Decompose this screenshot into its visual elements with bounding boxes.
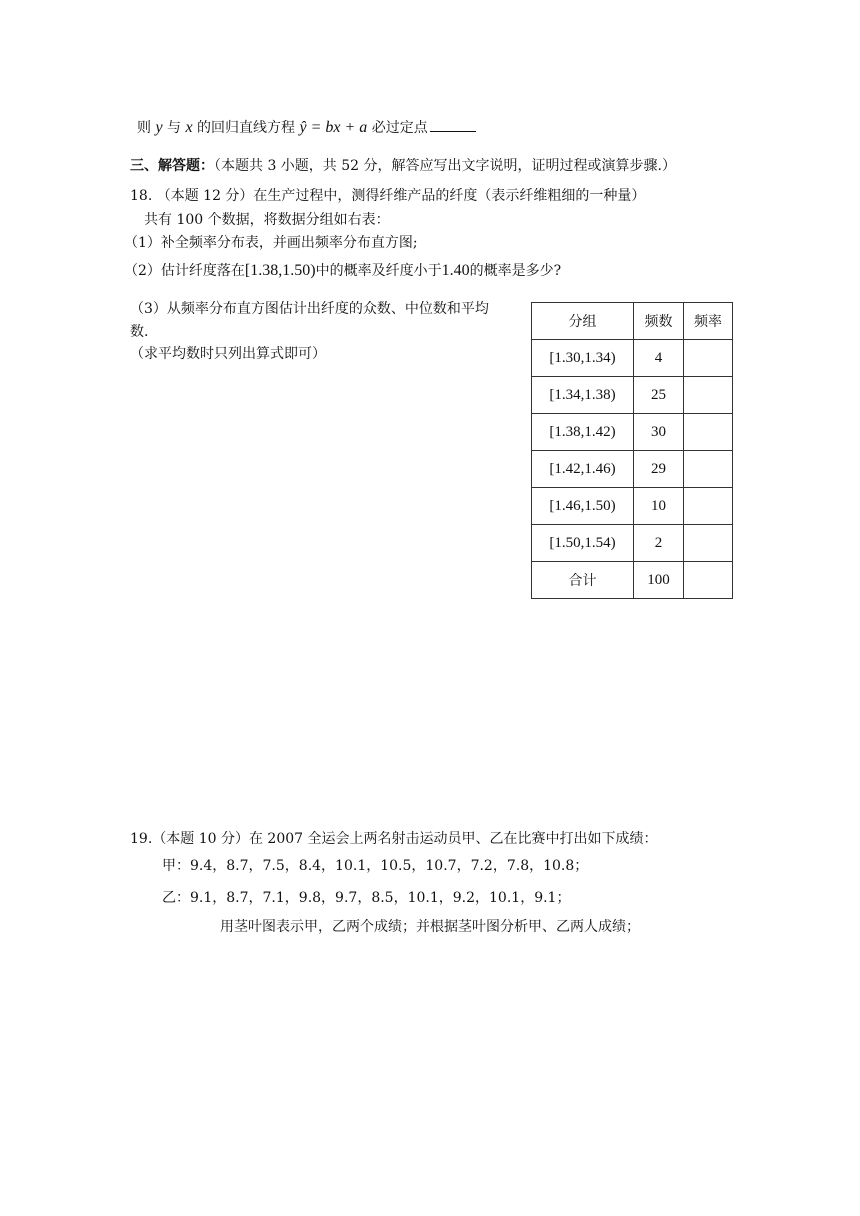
cell-frequency — [684, 488, 733, 525]
table-row — [532, 451, 733, 488]
q18-part2-interval: [1.38,1.50) — [244, 262, 316, 279]
q18-line1: 18. （本题 12 分）在生产过程中，测得纤维产品的纤度（表示纤维粗细的一种量） — [130, 188, 646, 204]
q17-mid2: 的回归直线方程 — [197, 120, 296, 136]
answer-blank — [430, 117, 476, 132]
cell-group: [1.42,1.46) — [532, 451, 634, 488]
table-header-row — [532, 303, 733, 340]
header-group: 分组 — [532, 303, 634, 340]
cell-count: 10 — [634, 488, 684, 525]
table-row — [532, 525, 733, 562]
cell-group: [1.46,1.50) — [532, 488, 634, 525]
section-label: 三、解答题： — [130, 158, 214, 174]
table-total-row — [532, 562, 733, 599]
q18-part3-line1: （3）从频率分布直方图估计出纤度的众数、中位数和平均 — [130, 301, 489, 317]
total-count: 100 — [634, 562, 684, 599]
cell-group: [1.50,1.54) — [532, 525, 634, 562]
header-frequency: 频率 — [684, 303, 733, 340]
cell-group: [1.38,1.42) — [532, 414, 634, 451]
q17-regression-line — [137, 117, 476, 137]
header-count: 频数 — [634, 303, 684, 340]
q18-part2-mid: 中的概率及纤度小于 — [315, 263, 442, 279]
table-row — [532, 414, 733, 451]
q18-part2 — [124, 262, 561, 280]
total-label: 合计 — [532, 562, 634, 599]
q17-mid1: 与 — [167, 120, 182, 136]
q18-part2-value: 1.40 — [441, 262, 470, 279]
q19-yi-scores: 乙：9.1，8.7，7.1，9.8，9.7，8.5，10.1，9.2，10.1，9.1； — [162, 890, 571, 906]
q18-part3-note: （求平均数时只列出算式即可） — [130, 346, 326, 362]
cell-frequency — [684, 414, 733, 451]
cell-count: 30 — [634, 414, 684, 451]
cell-group: [1.30,1.34) — [532, 340, 634, 377]
q17-prefix: 则 — [137, 120, 151, 136]
var-y: y — [155, 119, 163, 136]
section-header — [130, 157, 676, 175]
cell-count: 4 — [634, 340, 684, 377]
q18-line2: 共有 100 个数据，将数据分组如右表： — [144, 212, 390, 228]
total-frequency — [684, 562, 733, 599]
cell-count: 29 — [634, 451, 684, 488]
cell-frequency — [684, 340, 733, 377]
table-row — [532, 488, 733, 525]
table-row — [532, 377, 733, 414]
cell-count: 2 — [634, 525, 684, 562]
q18-part1: （1）补全频率分布表，并画出频率分布直方图; — [124, 235, 418, 251]
cell-count: 25 — [634, 377, 684, 414]
cell-frequency — [684, 525, 733, 562]
q18-part3-line2: 数. — [130, 324, 149, 340]
q17-suffix: 必过定点 — [371, 120, 428, 136]
q19-task: 用茎叶图表示甲，乙两个成绩；并根据茎叶图分析甲、乙两人成绩； — [220, 919, 640, 935]
q18-part2-prefix: （2）估计纤度落在 — [124, 263, 245, 279]
section-note: （本题共 3 小题，共 52 分，解答应写出文字说明，证明过程或演算步骤.） — [214, 158, 676, 174]
q18-part2-suffix: 的概率是多少? — [469, 263, 562, 279]
q19-jia-scores: 甲：9.4，8.7，7.5，8.4，10.1，10.5，10.7，7.2，7.8，10.8； — [162, 858, 589, 874]
table-row — [532, 340, 733, 377]
frequency-table — [531, 302, 733, 599]
cell-frequency — [684, 451, 733, 488]
q19-line1: 19.（本题 10 分）在 2007 全运会上两名射击运动员甲、乙在比赛中打出如下成绩： — [130, 831, 658, 847]
cell-frequency — [684, 377, 733, 414]
regression-equation: ŷ = bx + a — [299, 119, 368, 136]
var-x: x — [185, 119, 193, 136]
cell-group: [1.34,1.38) — [532, 377, 634, 414]
